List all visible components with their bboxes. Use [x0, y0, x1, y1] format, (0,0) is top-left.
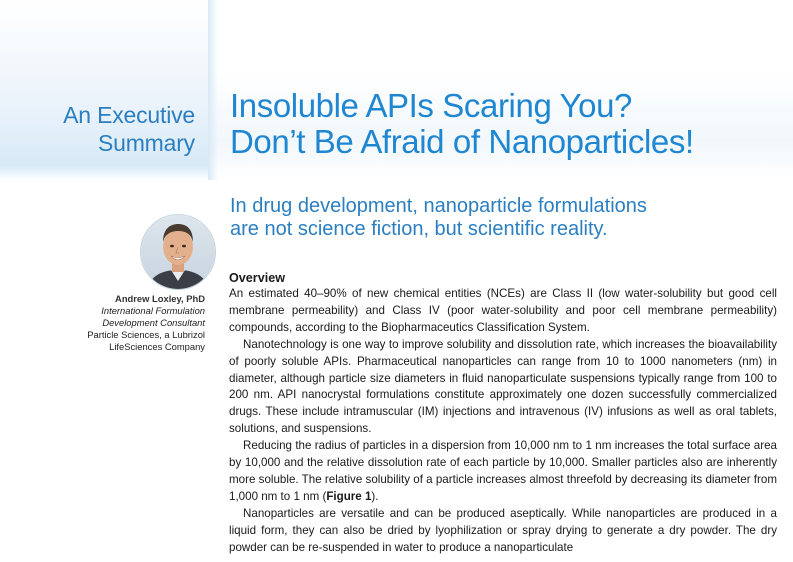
article-subtitle [230, 195, 647, 241]
author-role-line1: International Formulation [101, 305, 205, 316]
article-title [230, 88, 694, 160]
article-subtitle-line2: are not science fiction, but scientific reality. [230, 218, 608, 240]
section-label-line2: Summary [97, 130, 195, 156]
section-heading: Overview [229, 271, 286, 285]
article-title-line1: Insoluble APIs Scaring You? [230, 87, 633, 124]
paragraph [229, 438, 777, 506]
paragraph-text: Reducing the radius of particles in a dispersion from 10,000 nm to 1 nm increases the total surface area by 10,000 and the relative dissolution rate of each particle by 10,000. Smaller particles also are inherently more soluble. The relative solubility of a particle increases almost threefold by decreasing its diameter from 1,000 nm to 1 nm ( [229, 439, 777, 503]
paragraph: An estimated 40–90% of new chemical entities (NCEs) are Class II (low water-solubility but good cell membrane permeability) and Class IV (poor water-solubility and poor cell membrane permeability) compounds, according to the Biopharmaceutics Classification System. [229, 287, 777, 334]
author-block [87, 293, 205, 353]
author-photo [140, 214, 216, 290]
article-subtitle-line1: In drug development, nanoparticle formulations [230, 195, 647, 217]
figure-reference: Figure 1 [326, 489, 372, 503]
article-title-line2: Don’t Be Afraid of Nanoparticles! [230, 123, 694, 160]
panel-edge [208, 0, 218, 180]
author-org-line1: Particle Sciences, a Lubrizol [87, 329, 205, 340]
paragraph: Nanoparticles are versatile and can be produced aseptically. While nanoparticles are produced in a liquid form, they can also be dried by lyophilization or spray drying to generate a dry powder. The dry powder can be re-suspended in water to produce a nanoparticulate [229, 506, 777, 554]
paragraph-text-end: ). [371, 489, 379, 503]
section-label [63, 101, 195, 157]
author-role-line2: Development Consultant [102, 317, 205, 328]
author-photo-image [141, 215, 215, 289]
article-body [229, 270, 777, 557]
section-label-line1: An Executive [63, 102, 195, 128]
author-name: Andrew Loxley, PhD [115, 293, 205, 304]
author-org-line2: LifeSciences Company [109, 341, 205, 352]
paragraph: Nanotechnology is one way to improve solubility and dissolution rate, which increases the bioavailability of poorly soluble APIs. Pharmaceutical nanoparticles can range from 10 to 1000 nanometers (nm) in diameter, although particle size diameters in fluid nanoparticulate suspensions typically range from 100 to 200 nm. API nanocrystal formulations constitute approximately one dozen successfully commercialized drugs. These include intramuscular (IM) injections and intravenous (IV) infusions as well as oral tablets, solutions, and suspensions. [229, 337, 777, 436]
